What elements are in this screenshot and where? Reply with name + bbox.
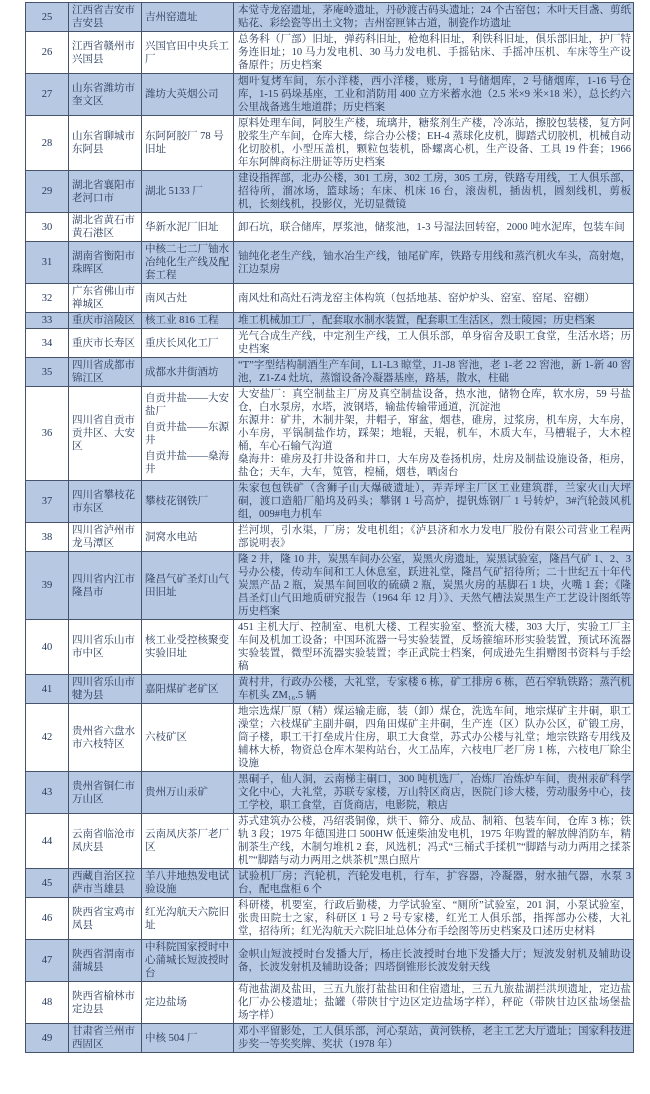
site-name: 华新水泥厂旧址: [145, 221, 219, 233]
site-name: 六枝矿区: [145, 732, 187, 743]
table-row: [26, 358, 634, 387]
site-name: 重庆长风化工厂: [145, 337, 219, 349]
site-name-cell: [142, 3, 234, 32]
site-name: 隆昌气矿圣灯山气田旧址: [145, 573, 229, 598]
location-cell: 四川省泸州市龙马潭区: [69, 523, 142, 552]
location-cell: 四川省乐山市市中区: [69, 620, 142, 675]
description-paragraph: 451 主机大厅、控制室、电机大楼、工程实验室、整流大楼，303 大厅，实验工厂主车间及机加工设备；中国环流器一号实验装置，反场箍缩环形实验装置，预试环流器实验装置，微型环流器实验装置；李正武院士档案，何成逊先生捐赠图书资料与手绘稿: [238, 622, 631, 672]
table-row: [26, 32, 634, 74]
description-paragraph: 拦河坝，引水渠，厂房；发电机组；《泸县济和水力发电厂股份有限公司营业工程两部说明表》: [238, 525, 631, 549]
description-cell: [234, 242, 634, 284]
table-row: [26, 523, 634, 552]
table-row: [26, 704, 634, 772]
row-number-cell: 42: [26, 704, 69, 772]
description-cell: [234, 523, 634, 552]
row-number-cell: 32: [26, 284, 69, 313]
table-row: [26, 116, 634, 171]
description-paragraph: 东源井：矿井，木制井架，井帽子，窜盆，烟巷，碓房，过浆房，机车房，大车房，小车房，平锅制盐作坊，踩架；地辊，天辊，机车，木质大车，马槽辊子，大木楻桶，车心石输气沟道: [238, 415, 631, 452]
location-cell: 四川省乐山市犍为县: [69, 675, 142, 704]
table-row: [26, 387, 634, 481]
row-number-cell: 30: [26, 213, 69, 242]
description-paragraph: 本觉寺龙窑遗址，茅庵岭遗址，丹砂渡古码头遗址；24 个古窑包；木叶天目盏、剪纸贴花、彩绘瓷等出土文物；吉州窑匣钵古道，制瓷作坊遗址: [238, 5, 631, 29]
site-name: 东阿阿胶厂 78 号旧址: [145, 131, 224, 155]
row-number-cell: 34: [26, 329, 69, 358]
site-name: 核工业受控核聚变实验旧址: [145, 635, 229, 659]
table-row: [26, 869, 634, 898]
location-cell: 陕西省榆林市定边县: [69, 982, 142, 1024]
location-cell: 四川省内江市隆昌市: [69, 552, 142, 620]
site-name: 云南凤庆茶厂老厂区: [145, 829, 229, 853]
site-name: 核工业 816 工程: [145, 315, 219, 326]
site-name-cell: [142, 1024, 234, 1053]
description-paragraph: 堆工机械加工厂，配套取水制水装置，配套职工生活区，烈士陵园；历史档案: [238, 315, 595, 326]
site-name-cell: [142, 329, 234, 358]
description-cell: [234, 329, 634, 358]
table-row: [26, 898, 634, 940]
site-name: 成都水井街酒坊: [145, 366, 219, 378]
table-row: [26, 329, 634, 358]
description-paragraph: 燊海井：碓房及打井设备和井口，大车房及卷扬机房，灶房及制盐设施设备，柜房，盐仓；天车，大车，笕管，楻桶，烟巷，晒卤台: [238, 454, 631, 478]
description-paragraph: 金帜山短波授时台发播大厅，杨庄长波授时台地下发播大厅；短波发射机及辅助设备，长波发射机及辅助设备；四塔倒锥形长波发射天线: [238, 948, 631, 973]
site-name-cell: [142, 74, 234, 116]
description-cell: [234, 32, 634, 74]
site-name-cell: [142, 213, 234, 242]
site-name-cell: [142, 940, 234, 982]
description-cell: [234, 116, 634, 171]
location-cell: 山东省聊城市东阿县: [69, 116, 142, 171]
row-number-cell: 36: [26, 387, 69, 481]
table-row: [26, 3, 634, 32]
site-name: 中科院国家授时中心蒲城长短波授时台: [145, 942, 229, 979]
site-name-cell: [142, 171, 234, 213]
site-name-cell: [142, 358, 234, 387]
site-name-cell: [142, 772, 234, 814]
row-number-cell: 33: [26, 313, 69, 329]
site-name: 自贡井盐——东源井: [145, 421, 229, 446]
table-row: [26, 620, 634, 675]
site-name: 攀枝花钢铁厂: [145, 496, 208, 507]
description-paragraph: 邓小平留影处，工人俱乐部，河心泵站，黄河铁桥，老主工艺大厅遗址；国家科技进步奖一等奖奖牌、奖状（1978 年）: [238, 1026, 631, 1050]
row-number-cell: 39: [26, 552, 69, 620]
description-paragraph: 试验机厂房；汽轮机，汽轮发电机，行车，扩容器，冷凝器，射水抽气器，水泵 3 台，配电盘柜 6 个: [238, 871, 631, 895]
location-cell: 江西省赣州市兴国县: [69, 32, 142, 74]
site-name-cell: [142, 814, 234, 869]
row-number-cell: 37: [26, 481, 69, 523]
site-name: 中核 504 厂: [145, 1032, 198, 1044]
site-name: 贵州万山汞矿: [145, 787, 208, 798]
row-number-cell: 47: [26, 940, 69, 982]
description-cell: [234, 675, 634, 704]
site-name-cell: [142, 481, 234, 523]
row-number-cell: 27: [26, 74, 69, 116]
description-paragraph: 朱家包包铁矿（含狮子山大爆破遗址），弄弄坪主厂区工业建筑群，兰家火山大坪硐，渡口造船厂船坞及码头；攀钢 1 号高炉，提钒炼钢厂 1 号转炉，3#汽轮鼓风机组，009#电力机车: [238, 483, 631, 520]
site-name: 定边盐场: [145, 997, 187, 1008]
row-number-cell: 46: [26, 898, 69, 940]
location-cell: 广东省佛山市禅城区: [69, 284, 142, 313]
table-row: [26, 982, 634, 1024]
row-number-cell: 45: [26, 869, 69, 898]
site-name-cell: [142, 898, 234, 940]
description-paragraph: 光气合成生产线，中定剂生产线，工人俱乐部，单身宿舍及职工食堂，生活水塔；历史档案: [238, 331, 631, 355]
description-cell: [234, 171, 634, 213]
site-name: 嘉阳煤矿老矿区: [145, 683, 219, 695]
site-name: 兴国官田中央兵工厂: [145, 40, 229, 65]
row-number-cell: 40: [26, 620, 69, 675]
site-name-cell: [142, 284, 234, 313]
description-paragraph: 建设指挥部，北办公楼，301 工房，302 工房，305 工房，铁路专用线，工人俱乐部，招待所，溜冰场，篮球场；车床、机床 16 台，滚齿机，插齿机，圆刻线机，剪板机，长刻线机，投影仪，光切显微镜: [238, 173, 631, 210]
description-cell: [234, 74, 634, 116]
location-cell: 山东省潍坊市奎文区: [69, 74, 142, 116]
description-paragraph: 烟叶复烤车间，东小洋楼，西小洋楼，账房，1 号储烟库，2 号储烟库，1-16 号仓库，1-15 码垛基座，工业和消防用 400 立方米蓄水池（2.5 米×9 米×18 米），总长约六公里战备逃生地道群；历史档案: [238, 76, 631, 113]
description-cell: [234, 772, 634, 814]
row-number-cell: 49: [26, 1024, 69, 1053]
location-cell: 西藏自治区拉萨市当雄县: [69, 869, 142, 898]
table-row: [26, 242, 634, 284]
site-name: 湖北 5133 厂: [145, 186, 203, 197]
description-paragraph: 科研楼，机要室，行政后勤楼，力学试验室、“厕所”试验室，201 洞，小泵试验室，张贵田院士之家，科研区 1 号 2 号专家楼，红光工人俱乐部，指挥部办公楼，大礼堂，招待所；红光沟航天六院旧址总体分布手绘图等历史档案及口述历史材料: [238, 900, 631, 937]
site-name-cell: [142, 116, 234, 171]
table-row: [26, 814, 634, 869]
location-cell: 四川省攀枝花市东区: [69, 481, 142, 523]
table-row: [26, 1024, 634, 1053]
site-name-cell: [142, 552, 234, 620]
industrial-heritage-table: [25, 2, 634, 1053]
description-cell: [234, 284, 634, 313]
site-name: 潍坊大英烟公司: [145, 89, 219, 100]
table-row: [26, 74, 634, 116]
description-cell: [234, 814, 634, 869]
location-cell: 贵州省铜仁市万山区: [69, 772, 142, 814]
description-paragraph: 苏式建筑办公楼，冯绍裘铜像，烘干、筛分、成品、制箱、包装车间，仓库 3 栋；铁轨 3 段；1975 年德国进口 500HW 低速柴油发电机，1975 年购置的解放牌消防车，精制茶生产线，木制匀堆机 2 套，风选机；冯式“三桶式手揉机”“脚踏与动力两用之揉茶机”“脚踏与动力两用之烘茶机”黑白照片: [238, 816, 631, 866]
row-number-cell: 41: [26, 675, 69, 704]
location-cell: 重庆市长寿区: [69, 329, 142, 358]
row-number-cell: 48: [26, 982, 69, 1024]
table-row: [26, 772, 634, 814]
row-number-cell: 31: [26, 242, 69, 284]
heritage-table-body: [26, 3, 634, 1053]
table-row: [26, 313, 634, 329]
description-cell: [234, 552, 634, 620]
site-name: 洞窝水电站: [145, 531, 198, 543]
table-row: [26, 552, 634, 620]
description-cell: [234, 898, 634, 940]
location-cell: 四川省自贡市贡井区、大安区: [69, 387, 142, 481]
table-row: [26, 675, 634, 704]
description-paragraph: 黑硐子，仙人洞，云南梯主硐口，300 吨机选厂，冶炼厂冶炼炉车间，贵州汞矿科学文化中心，大礼堂，苏联专家楼，万山特区商店，医院门诊大楼，劳动服务中心，技工学校，职工食堂，百货商店，电影院，粮店: [238, 774, 631, 811]
description-paragraph: 南风灶和高灶石湾龙窑主体构筑（包括地基、窑炉炉头、窑室、窑尾、窑棚）: [238, 292, 595, 304]
location-cell: 甘肃省兰州市西固区: [69, 1024, 142, 1053]
description-cell: [234, 704, 634, 772]
row-number-cell: 25: [26, 3, 69, 32]
site-name: 中核二七二厂铀水冶纯化生产线及配套工程: [145, 244, 229, 281]
location-cell: 湖北省黄石市黄石港区: [69, 213, 142, 242]
description-paragraph: 原料处理车间，阿胶生产楼，琉璃井，糖浆剂生产楼，冷冻站，擦胶包装楼，复方阿胶浆生产车间，仓库大楼，综合办公楼；EH-4 蒸球化皮机，脚踏式切胶机，机械自动化切胶机，小型压盖机，颗粒包装机，卧螺离心机，生产设备、工具 19 件套；1966 年东阿牌商标注册证等历史档案: [238, 118, 631, 168]
site-name: 南风古灶: [145, 292, 187, 304]
site-name-cell: [142, 675, 234, 704]
description-paragraph: 大安盐厂：真空制盐主厂房及真空制盐设备，热水池，储物仓库，软水房，59 号盐仓，白水泵房，水塔，波钢塔，输盐传输带通道，沉淀池: [238, 389, 631, 413]
location-cell: 贵州省六盘水市六枝特区: [69, 704, 142, 772]
description-paragraph: “T”字型结构制酒生产车间，L1-L3 晾堂，J1-J8 窖池，老 1-老 22 窖池，新 1-新 40 窖池，Z1-Z4 灶坑，蒸馏设备冷凝器基座，路基，散水，柱础: [238, 360, 631, 384]
description-cell: [234, 869, 634, 898]
site-name-cell: [142, 32, 234, 74]
location-cell: 江西省吉安市吉安县: [69, 3, 142, 32]
site-name-cell: [142, 869, 234, 898]
description-cell: [234, 620, 634, 675]
description-cell: [234, 358, 634, 387]
row-number-cell: 38: [26, 523, 69, 552]
table-row: [26, 940, 634, 982]
description-cell: [234, 313, 634, 329]
row-number-cell: 28: [26, 116, 69, 171]
table-row: [26, 213, 634, 242]
site-name-cell: [142, 523, 234, 552]
row-number-cell: 43: [26, 772, 69, 814]
site-name-cell: [142, 982, 234, 1024]
site-name-cell: [142, 242, 234, 284]
table-row: [26, 481, 634, 523]
location-cell: 湖南省衡阳市珠晖区: [69, 242, 142, 284]
description-paragraph: 苟池盐湖及盐田，三五九旅打盐盐田和住宿遗址，三五九旅盐湖拦洪坝遗址，定边盐化厂办公楼遗址；盐罐（带陕甘宁边区定边盐场字样），秤砣（带陕甘边区盐场堡盐场字样）: [238, 984, 631, 1021]
location-cell: 四川省成都市锦江区: [69, 358, 142, 387]
site-name-cell: [142, 313, 234, 329]
site-name-cell: [142, 387, 234, 481]
site-name: 羊八井地热发电试验设施: [145, 871, 229, 895]
location-cell: 重庆市涪陵区: [69, 313, 142, 329]
site-name: 自贡井盐——大安盐厂: [145, 392, 229, 417]
site-name: 自贡井盐——燊海井: [145, 450, 229, 475]
site-name-cell: [142, 704, 234, 772]
site-name: 吉州窑遗址: [145, 11, 198, 23]
table-row: [26, 171, 634, 213]
description-cell: [234, 982, 634, 1024]
description-paragraph: 卸石坑，联合储库，厚浆池，储浆池，1-3 号湿法回转窑，2000 吨水泥库，包装车间: [238, 221, 625, 233]
description-paragraph: 地宗选煤厂原（精）煤运输走廊，装（卸）煤仓，洗选车间，地宗煤矿主井硐，职工澡堂；六枝煤矿主副井硐，四角田煤矿主井硐，生产连（区）队办公区，矿锻工房，筒子楼，职工干打垒成片住房，职工大食堂，苏式办公楼与礼堂；地宗铁路专用线及辅林大桥，物资总仓库木架构站台，火工品库，六枝电厂老厂房 1 栋，六枝电厂除尘设施: [238, 706, 631, 769]
location-cell: 云南省临沧市凤庆县: [69, 814, 142, 869]
table-row: [26, 284, 634, 313]
description-paragraph: 隆 2 井，隆 10 井，炭黑车间办公室，炭黑火房遗址，炭黑试验室，隆昌气矿 1、2、3 号办公楼，传动车间和工人休息室，跃进礼堂，隆昌气矿招待所；二十世纪五十年代炭黑产品 2 瓶，炭黑车间回收的硫磺 2 瓶，炭黑火房的基脚石 1 块，火嘴 1 套；《隆昌圣灯山气田地质研究报告（1964 年 12 月）》、天然气槽法炭黑生产工艺设计图纸等历史档案: [238, 554, 631, 617]
description-cell: [234, 1024, 634, 1053]
description-paragraph: 总务科（厂部）旧址，弹药科旧址，枪炮科旧址，利铁科旧址，俱乐部旧址，护厂特务连旧址；10 马力发电机、30 马力发电机、手摇钻床、手摇冲压机、车床等生产设备原件；历史档案: [238, 34, 631, 71]
site-name-cell: [142, 620, 234, 675]
description-paragraph: 黄村井，行政办公楼，大礼堂，专家楼 6 栋，矿工排房 6 栋，芭石窄轨铁路；蒸汽机车机头 ZM₁₆.5 辆: [238, 677, 631, 701]
row-number-cell: 26: [26, 32, 69, 74]
row-number-cell: 44: [26, 814, 69, 869]
description-paragraph: 铀纯化老生产线，铀水冶生产线，铀尾矿库，铁路专用线和蒸汽机火车头，高射炮，江边泵房: [238, 250, 631, 275]
row-number-cell: 29: [26, 171, 69, 213]
location-cell: 陕西省宝鸡市凤县: [69, 898, 142, 940]
row-number-cell: 35: [26, 358, 69, 387]
description-cell: [234, 387, 634, 481]
location-cell: 陕西省渭南市蒲城县: [69, 940, 142, 982]
description-cell: [234, 481, 634, 523]
site-name: 红光沟航天六院旧址: [145, 906, 229, 931]
description-cell: [234, 940, 634, 982]
description-cell: [234, 213, 634, 242]
location-cell: 湖北省襄阳市老河口市: [69, 171, 142, 213]
description-cell: [234, 3, 634, 32]
